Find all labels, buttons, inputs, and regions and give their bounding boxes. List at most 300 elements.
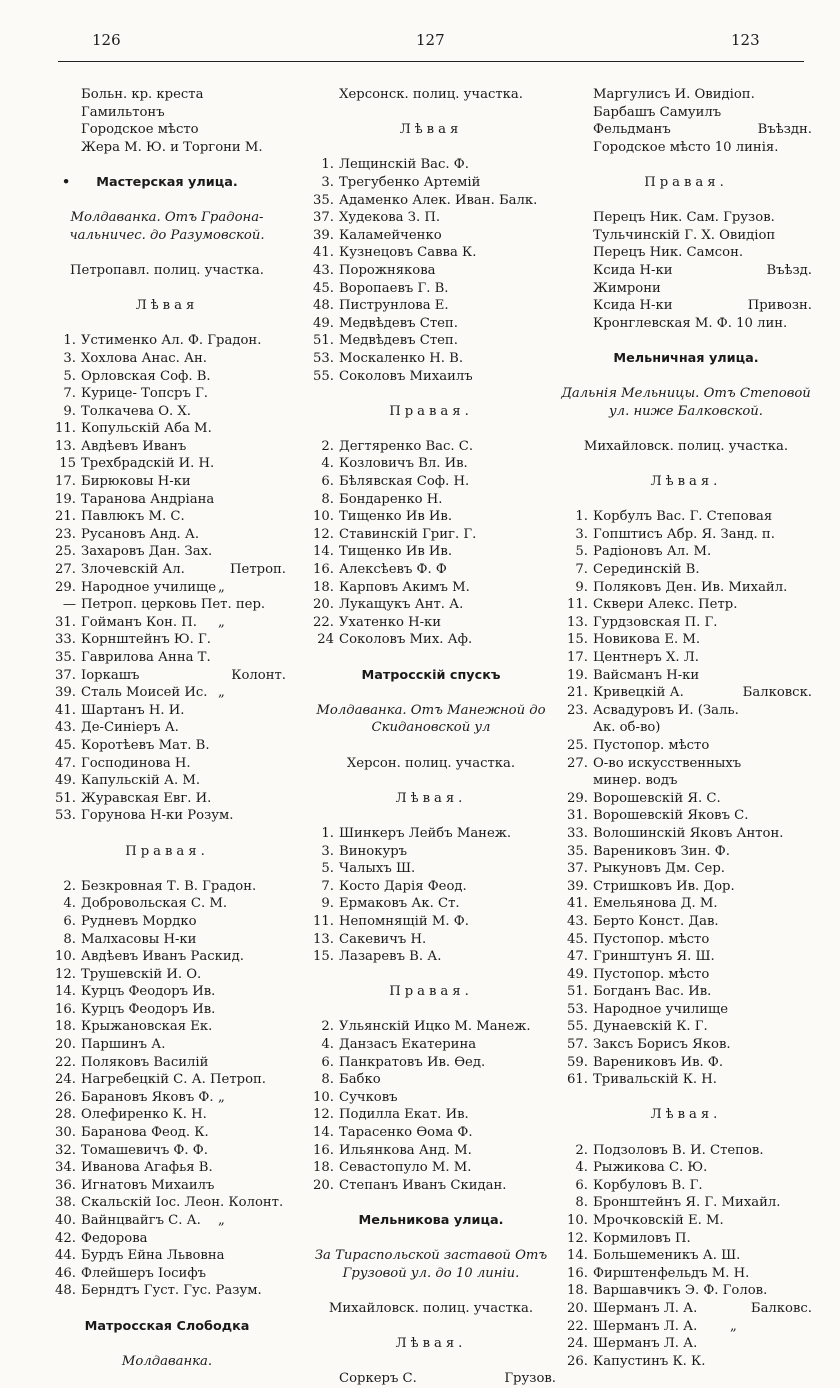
police-district	[306, 755, 556, 773]
entry-line	[560, 139, 812, 157]
side-label-text: Лѣвая.	[650, 1107, 722, 1123]
ditto-mark: „	[218, 614, 225, 630]
spacer	[48, 315, 286, 333]
list-item	[306, 843, 556, 861]
list-item	[48, 667, 286, 685]
side-label	[306, 790, 556, 808]
list-item	[48, 1124, 286, 1142]
house-number: 49.	[55, 773, 76, 789]
resident-name: Бондаренко Н.	[339, 491, 443, 507]
list-item	[560, 1001, 812, 1019]
house-number: 39.	[313, 227, 334, 243]
side-label	[306, 1335, 556, 1353]
list-item	[48, 491, 286, 509]
list-item	[306, 350, 556, 368]
house-number: 27.	[567, 755, 588, 771]
list-item	[560, 755, 812, 773]
list-item	[48, 1159, 286, 1177]
house-number: 40.	[55, 1213, 76, 1228]
resident-name: Господинова Н.	[81, 755, 191, 771]
house-number: 4.	[321, 1037, 334, 1053]
resident-name: Волошинскій Яковъ Антон.	[593, 825, 784, 841]
resident-name: Степанъ Иванъ Скидан.	[339, 1177, 507, 1193]
list-item	[48, 508, 286, 526]
list-item	[306, 315, 556, 333]
entry-line	[306, 1370, 556, 1388]
house-number: 15.	[567, 632, 588, 648]
house-number: 6.	[321, 474, 334, 490]
house-number: 26.	[55, 1089, 76, 1105]
resident-name: Малхасовы Н-ки	[81, 931, 197, 947]
resident-name: Подилла Екат. Ив.	[339, 1107, 469, 1123]
list-item	[306, 491, 556, 509]
resident-name: Ак. об-во)	[593, 720, 661, 736]
resident-name: Гойманъ Кон. П.	[81, 614, 197, 630]
house-number: 47.	[567, 949, 588, 965]
side-label	[560, 473, 812, 491]
entry-line	[560, 244, 812, 262]
list-item	[306, 596, 556, 614]
entry-line	[560, 262, 812, 280]
street-heading-text: Матросскій спускъ	[361, 667, 501, 683]
house-number: 16.	[55, 1001, 76, 1017]
list-item	[48, 1194, 286, 1212]
resident-name: Порожнякова	[339, 262, 436, 278]
resident-name: Шерманъ Л. А.	[593, 1336, 698, 1352]
side-label-text: Лѣвая	[399, 122, 463, 138]
house-number: 42.	[55, 1230, 76, 1246]
list-item	[48, 983, 286, 1001]
resident-name: Тищенко Ив Ив.	[339, 544, 453, 560]
list-item	[306, 543, 556, 561]
list-item	[48, 948, 286, 966]
street-description-text: Молдаванка. Отъ Манежной до Скидановской ул	[316, 702, 546, 736]
side-label-text: Правая.	[389, 403, 473, 419]
list-item	[560, 948, 812, 966]
list-item	[560, 895, 812, 913]
resident-name: Непомнящій М. Ф.	[339, 913, 469, 929]
resident-name: Вайсманъ Н-ки	[593, 667, 700, 683]
cross-street: Балковск.	[742, 685, 812, 701]
entry-line-text: Тульчинскій Г. Х. Овидіоп	[593, 227, 776, 243]
list-item	[560, 1230, 812, 1248]
house-number: 18.	[55, 1019, 76, 1035]
entry-line-text: Маргулисъ И. Овидіоп.	[593, 87, 755, 102]
cross-street: Привозн.	[747, 298, 812, 314]
house-number: 51.	[313, 333, 334, 349]
spacer	[306, 807, 556, 825]
entry-line-text: Кронглевская М. Ф. 10 лин.	[593, 315, 788, 331]
resident-name: Барановъ Яковъ Ф.	[81, 1089, 214, 1105]
house-number: 13.	[313, 931, 334, 947]
resident-name: Скальскій Іос. Леон. Колонт.	[81, 1195, 284, 1211]
list-item	[306, 948, 556, 966]
resident-name: Бѣлявская Соф. Н.	[339, 474, 470, 490]
list-item	[306, 561, 556, 579]
list-item	[560, 631, 812, 649]
house-number: 11.	[567, 597, 588, 613]
resident-name: Рудневъ Мордко	[81, 913, 197, 929]
street-heading-text: Мельничная улица.	[613, 350, 759, 366]
resident-name: Бронштейнъ Я. Г. Михайл.	[593, 1195, 781, 1211]
entry-line	[560, 209, 812, 227]
house-number: 31.	[567, 808, 588, 824]
list-item	[306, 526, 556, 544]
house-number: 27.	[55, 562, 76, 578]
side-label-text: Правая.	[644, 174, 728, 190]
house-number: 45.	[567, 931, 588, 947]
resident-name: Злочевскій Ал.	[81, 562, 185, 578]
resident-name: Курцъ Феодоръ Ив.	[81, 984, 216, 1000]
resident-name: Дунаевскій К. Г.	[593, 1019, 708, 1035]
list-item	[306, 1142, 556, 1160]
list-item	[48, 719, 286, 737]
list-item	[306, 508, 556, 526]
house-number: 46.	[55, 1265, 76, 1281]
list-item	[560, 1335, 812, 1353]
resident-name: Варениковъ Зин. Ф.	[593, 843, 730, 859]
house-number: 33.	[567, 825, 588, 841]
house-number: 17.	[567, 650, 588, 665]
resident-name: Иванова Агафья В.	[81, 1160, 213, 1176]
spacer	[48, 244, 286, 262]
police-district	[306, 86, 556, 104]
spacer	[306, 1318, 556, 1336]
resident-name: Де-Синіеръ А.	[81, 720, 179, 736]
spacer	[48, 1335, 286, 1353]
house-number: 9.	[321, 896, 334, 912]
resident-name: Крыжановская Ек.	[81, 1019, 213, 1035]
resident-name: Іоркашъ	[81, 667, 140, 683]
house-number: 19.	[567, 667, 588, 683]
side-label-text: Лѣвая.	[395, 1336, 467, 1352]
list-item	[306, 614, 556, 632]
list-item	[560, 1318, 812, 1336]
list-item	[48, 631, 286, 649]
entry-line-text: Жимрони	[593, 280, 661, 296]
house-number: 5.	[63, 368, 76, 384]
house-number: 53.	[313, 350, 334, 366]
house-number: 6.	[63, 913, 76, 929]
resident-name: Новикова Е. М.	[593, 632, 701, 648]
list-item	[48, 1265, 286, 1283]
list-item	[48, 368, 286, 386]
list-item	[48, 966, 286, 984]
resident-name: Лазаревъ В. А.	[339, 949, 442, 965]
resident-name: Медвѣдевъ Степ.	[339, 333, 458, 349]
cross-street: Петроп.	[230, 562, 286, 578]
resident-name: Стришковъ Ив. Дор.	[593, 878, 735, 894]
resident-name: Кузнецовъ Савва К.	[339, 245, 477, 261]
house-number: 48.	[313, 298, 334, 314]
house-number: 41.	[567, 896, 588, 912]
house-number: 20.	[567, 1300, 588, 1316]
list-item	[48, 526, 286, 544]
resident-name: Трегубенко Артемій	[339, 174, 481, 190]
list-item	[48, 543, 286, 561]
resident-name: О-во искусственныхъ	[593, 755, 742, 771]
spacer	[560, 455, 812, 473]
resident-name: Шинкеръ Лейбъ Манеж.	[339, 825, 512, 841]
ditto-mark: „	[218, 1089, 225, 1105]
resident-name: Емельянова Д. М.	[593, 896, 718, 912]
resident-name: Ставинскій Григ. Г.	[339, 526, 477, 542]
entry-line-text: Жера М. Ю. и Торгони М.	[81, 139, 263, 155]
spacer	[560, 491, 812, 509]
house-number: 47.	[55, 755, 76, 771]
spacer	[306, 1194, 556, 1212]
house-number: 61.	[567, 1072, 588, 1088]
list-item	[48, 473, 286, 491]
list-item	[560, 878, 812, 896]
list-item	[48, 385, 286, 403]
resident-name: Курцъ Феодоръ Ив.	[81, 1001, 216, 1017]
resident-name: Сакевичъ Н.	[339, 931, 427, 947]
list-item	[560, 1071, 812, 1089]
entry-line-text: Перецъ Ник. Самсон.	[593, 245, 744, 261]
house-number: 35.	[55, 650, 76, 665]
list-item	[306, 895, 556, 913]
resident-name: Бирюковы Н-ки	[81, 474, 191, 490]
police-district	[48, 262, 286, 280]
list-item	[560, 825, 812, 843]
entry-line-text: Ксида Н-ки	[593, 298, 673, 314]
list-item	[306, 860, 556, 878]
resident-name: Олефиренко К. Н.	[81, 1107, 207, 1123]
house-number: 7.	[575, 562, 588, 578]
house-number: 19.	[55, 491, 76, 507]
resident-name: Авдѣевъ Иванъ Раскид.	[81, 949, 244, 965]
house-number: 8.	[63, 931, 76, 947]
house-number: 7.	[321, 878, 334, 894]
bullet-mark: •	[62, 174, 71, 190]
resident-name: Паршинъ А.	[81, 1037, 166, 1053]
house-number: 29.	[55, 579, 76, 595]
resident-name: Гурдзовская П. Г.	[593, 614, 718, 630]
resident-name: Тищенко Ив Ив.	[339, 509, 453, 525]
list-item	[48, 755, 286, 773]
entry-line	[560, 121, 812, 139]
list-item	[48, 1247, 286, 1265]
list-item	[48, 702, 286, 720]
list-item	[48, 931, 286, 949]
side-label	[560, 1106, 812, 1124]
house-number: 12.	[55, 966, 76, 982]
list-item	[48, 1036, 286, 1054]
resident-name: Копульскій Аба М.	[81, 421, 212, 437]
house-number: —	[62, 597, 76, 613]
resident-name: Шерманъ Л. А.	[593, 1318, 698, 1334]
list-item	[48, 438, 286, 456]
resident-name: Федорова	[81, 1230, 148, 1246]
list-item	[306, 244, 556, 262]
house-number: 43.	[567, 913, 588, 929]
street-heading-text: Мастерская улица.	[96, 174, 238, 190]
resident-name: Толкачева О. Х.	[81, 403, 191, 419]
street-heading-text: Матросская Слободка	[84, 1318, 250, 1334]
spacer	[306, 737, 556, 755]
house-number: 9.	[575, 579, 588, 595]
side-label	[306, 983, 556, 1001]
house-number: 3.	[63, 350, 76, 366]
list-item	[560, 1036, 812, 1054]
list-item	[306, 878, 556, 896]
house-number: 14.	[313, 544, 334, 560]
house-number: 10.	[567, 1213, 588, 1228]
cross-street: Въѣздн.	[757, 122, 812, 138]
house-number: 6.	[575, 1177, 588, 1193]
list-item	[560, 790, 812, 808]
house-number: 37.	[55, 667, 76, 683]
resident-name: Авдѣевъ Иванъ	[81, 438, 187, 454]
house-number: 51.	[55, 790, 76, 806]
resident-name: Игнатовъ Михаилъ	[81, 1177, 215, 1193]
spacer	[306, 385, 556, 403]
resident-name: Флейшеръ Іосифъ	[81, 1265, 207, 1281]
resident-name: Корбуловъ В. Г.	[593, 1177, 703, 1193]
house-number: 20.	[313, 1177, 334, 1193]
list-item	[560, 966, 812, 984]
street-heading	[306, 667, 556, 685]
list-item	[306, 438, 556, 456]
house-number: 10.	[55, 949, 76, 965]
house-number: 10.	[313, 1089, 334, 1105]
list-item	[560, 1142, 812, 1160]
house-number: 15	[59, 456, 76, 472]
house-number: 22.	[567, 1318, 588, 1334]
resident-name: Павлюкъ М. С.	[81, 509, 185, 525]
house-number: 4.	[63, 896, 76, 912]
resident-name: Пустопор. мѣсто	[593, 931, 710, 947]
house-number: 35.	[313, 192, 334, 208]
spacer	[48, 1300, 286, 1318]
list-item	[560, 684, 812, 702]
list-item	[48, 1282, 286, 1300]
list-item	[306, 631, 556, 649]
house-number: 12.	[567, 1230, 588, 1246]
side-label-text: Правая.	[389, 984, 473, 1000]
house-number: 23.	[55, 526, 76, 542]
list-item	[48, 614, 286, 632]
page-number-left: 126	[92, 31, 121, 49]
resident-name: Сучковъ	[339, 1089, 398, 1105]
resident-name: Капульскій А. М.	[81, 773, 201, 789]
list-item	[560, 1282, 812, 1300]
list-item	[306, 1177, 556, 1195]
street-description	[560, 385, 812, 420]
list-item	[306, 1159, 556, 1177]
entry-line-text: Больн. кр. креста	[81, 87, 204, 102]
spacer	[306, 649, 556, 667]
resident-name: Устименко Ал. Ф. Градон.	[81, 333, 262, 349]
resident-name: Адаменко Алек. Иван. Балк.	[339, 192, 538, 208]
list-item	[560, 1212, 812, 1230]
resident-name: Петроп. церковь Пет. пер.	[81, 597, 266, 613]
list-item	[48, 790, 286, 808]
resident-name: Бабко	[339, 1072, 381, 1088]
resident-name: Ермаковъ Ак. Ст.	[339, 896, 460, 912]
entry-line	[560, 86, 812, 104]
side-label	[48, 297, 286, 315]
column-left	[48, 86, 286, 1370]
list-item	[48, 1001, 286, 1019]
resident-name: Сталь Моисей Ис.	[81, 685, 208, 701]
entry-line	[48, 104, 286, 122]
list-item	[306, 297, 556, 315]
entry-line	[560, 227, 812, 245]
resident-name: Сквери Алекс. Петр.	[593, 597, 738, 613]
resident-name: Заксъ Борисъ Яков.	[593, 1037, 731, 1053]
list-item	[48, 1177, 286, 1195]
resident-name: Пустопор. мѣсто	[593, 966, 710, 982]
list-item	[48, 895, 286, 913]
house-number: 21.	[567, 685, 588, 701]
list-item	[560, 1159, 812, 1177]
entry-line-text: Городское мѣсто 10 линія.	[593, 139, 779, 155]
resident-name: Кормиловъ П.	[593, 1230, 691, 1246]
list-item	[306, 913, 556, 931]
house-number: 2.	[321, 438, 334, 454]
list-item	[560, 649, 812, 667]
street-heading	[48, 1318, 286, 1336]
resident-name: Лукащукъ Ант. А.	[339, 597, 464, 613]
house-number: 53.	[567, 1001, 588, 1017]
entry-line	[560, 104, 812, 122]
resident-name: Тривальскій К. Н.	[593, 1072, 717, 1088]
house-number: 38.	[55, 1195, 76, 1211]
list-item	[306, 192, 556, 210]
ditto-mark: „	[218, 579, 225, 595]
house-number: 3.	[321, 843, 334, 859]
house-number: 23.	[567, 702, 588, 718]
street-description	[48, 209, 286, 244]
house-number: 45.	[55, 737, 76, 753]
resident-name: Бурдъ Ейна Львовна	[81, 1248, 225, 1264]
list-item	[48, 772, 286, 790]
house-number: 48.	[55, 1283, 76, 1299]
list-item	[306, 262, 556, 280]
resident-name: Шартанъ Н. И.	[81, 702, 185, 718]
side-label-text: Лѣвая	[135, 298, 199, 314]
house-number: 8.	[575, 1195, 588, 1211]
house-number: 51.	[567, 984, 588, 1000]
spacer	[306, 966, 556, 984]
list-item	[306, 1106, 556, 1124]
resident-name: Севастопуло М. М.	[339, 1160, 472, 1176]
list-item	[560, 526, 812, 544]
list-item	[48, 350, 286, 368]
resident-name: Дегтяренко Вас. С.	[339, 438, 474, 454]
house-number: 8.	[321, 491, 334, 507]
list-item	[306, 368, 556, 386]
resident-name: минер. водъ	[593, 773, 678, 789]
list-item	[48, 332, 286, 350]
street-heading-text: Мельникова улица.	[358, 1213, 504, 1228]
entry-line	[48, 121, 286, 139]
column-middle	[306, 86, 556, 1388]
house-number: 1.	[321, 157, 334, 173]
house-number: 18.	[313, 579, 334, 595]
side-label-text: Лѣвая.	[650, 474, 722, 490]
entry-line-text: Городское мѣсто	[81, 122, 199, 138]
resident-name: Капустинъ К. К.	[593, 1353, 706, 1369]
house-number: 59.	[567, 1054, 588, 1070]
resident-name: Богданъ Вас. Ив.	[593, 984, 712, 1000]
list-item	[306, 1071, 556, 1089]
house-number: 41.	[55, 702, 76, 718]
resident-name: Алексѣевъ Ф. Ф	[339, 562, 447, 578]
entry-line	[560, 315, 812, 333]
